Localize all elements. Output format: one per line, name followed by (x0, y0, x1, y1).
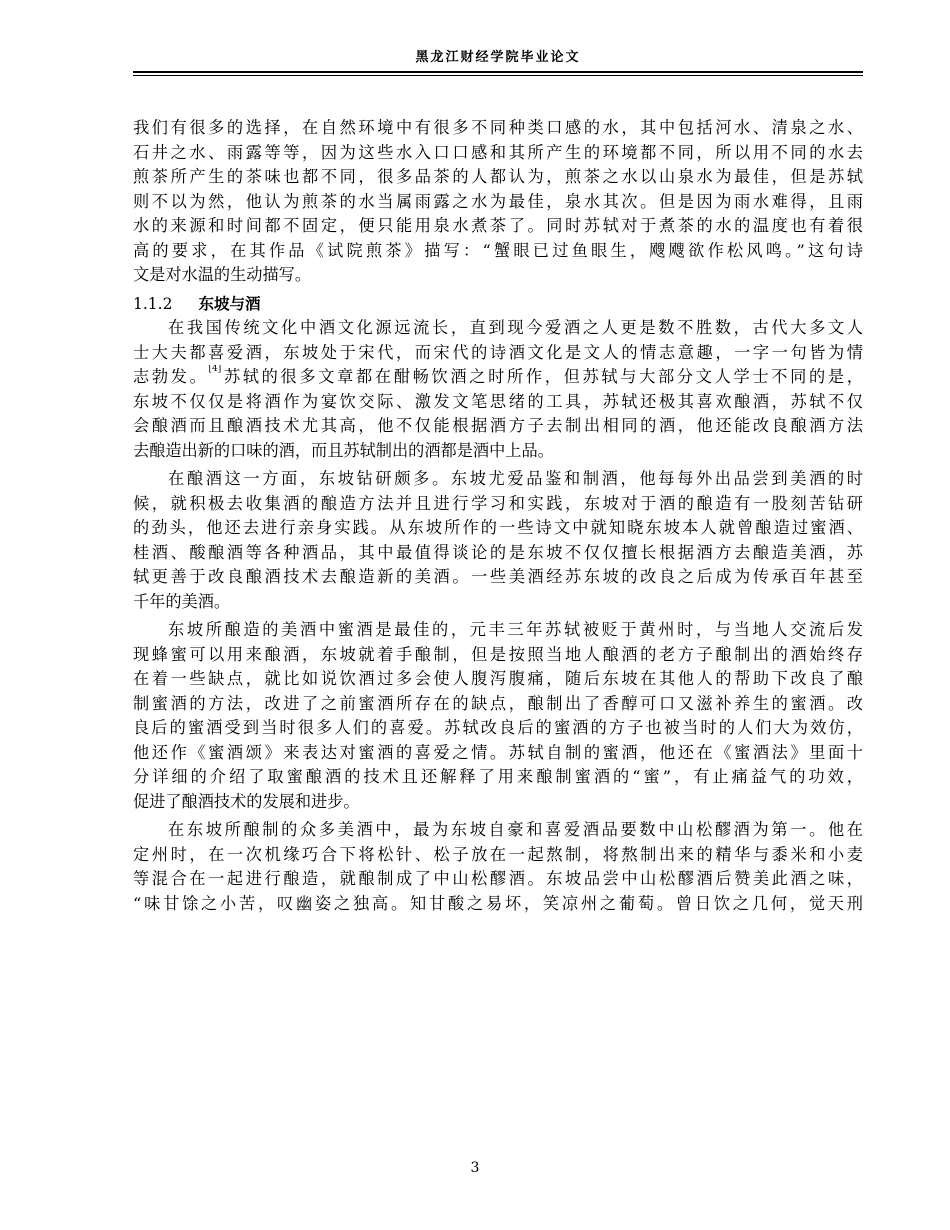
text-line: 桂酒、酸酿酒等各种酒品，其中最值得谈论的是东坡不仅仅擅长根据酒方去酿造美酒，苏 (133, 542, 863, 562)
section-heading (133, 292, 863, 317)
text-line: 煎茶所产生的茶味也都不同，很多品茶的人都认为，煎茶之水以山泉水为最佳，但是苏轼 (133, 167, 863, 186)
header-rule-thick (133, 71, 863, 73)
text-line: 我们有很多的选择，在自然环境中有很多不同种类口感的水，其中包括河水、清泉之水、 (133, 118, 863, 137)
paragraph (133, 316, 863, 463)
text-line: 水的来源和时间都不固定，便只能用泉水煮茶了。同时苏轼对于煮茶的水的温度也有着很 (133, 216, 863, 235)
page-number: 3 (470, 1160, 480, 1176)
text-span: 苏轼的很多文章都在酣畅饮酒之时所作，但苏轼与大部分文人学士不同的是， (221, 367, 863, 386)
text-line: 士大夫都喜爱酒，东坡处于宋代，而宋代的诗酒文化是文人的情志意趣，一字一句皆为情 (133, 342, 863, 362)
header-rule-thin (133, 75, 863, 76)
paragraph (133, 116, 863, 288)
text-line: 会酿酒而且酿酒技术尤其高，他不仅能根据酒方子去制出相同的酒，他还能改良酿酒方法 (133, 416, 863, 435)
text-line: 东坡不仅仅是将酒作为宴饮交际、激发文笔思绪的工具，苏轼还极其喜欢酿酒，苏轼不仅 (133, 391, 863, 411)
text-line: 等混合在一起进行酿造，就酿制成了中山松醪酒。东坡品尝中山松醪酒后赞美此酒之味， (133, 869, 863, 888)
text-line: 在我国传统文化中酒文化源远流长，直到现今爱酒之人更是数不胜数，古代大多文人 (168, 318, 863, 337)
text-line: 的劲头，他还去进行亲身实践。从东坡所作的一些诗文中就知晓东坡本人就曾酿造过蜜酒、 (133, 518, 863, 537)
text-line: 石井之水、雨露等等，因为这些水入口口感和其所产生的环境都不同，所以用不同的水去 (133, 142, 863, 162)
running-header: 黑龙江财经学院毕业论文 (415, 50, 581, 65)
text-line: 良后的蜜酒受到当时很多人们的喜爱。苏轼改良后的蜜酒的方子也被当时的人们大为效仿， (133, 718, 863, 737)
text-line: 轼更善于改良酿酒技术去酿造新的美酒。一些美酒经苏东坡的改良之后成为传承百年甚至 (133, 567, 863, 586)
text-line: 制蜜酒的方法，改进了之前蜜酒所存在的缺点，酿制出了香醇可口又滋补养生的蜜酒。改 (133, 693, 863, 713)
text-span: 志勃发。 (133, 367, 209, 386)
body-text (133, 116, 863, 916)
text-line: 去酿造出新的口味的酒，而且苏轼制出的酒都是酒中上品。 (133, 440, 554, 460)
text-line: 在酿酒这一方面，东坡钻研颇多。东坡尤爱品鉴和制酒，他每每外出品尝到美酒的时 (168, 469, 863, 488)
text-line: 分详细的介绍了取蜜酿酒的技术且还解释了用来酿制蜜酒的“蜜”，有止痛益气的功效， (133, 767, 863, 786)
text-line: 文是对水温的生动描写。 (133, 265, 312, 284)
section-number: 1.1.2 (133, 294, 173, 313)
text-line: 在着一些缺点，就比如说饮酒过多会使人腹泻腹痛，随后东坡在其他人的帮助下改良了酿 (133, 669, 863, 688)
paragraph (133, 818, 863, 916)
text-line: 现蜂蜜可以用来酿酒，东坡就着手酿制，但是按照当地人酿酒的老方子酿制出的酒始终存 (133, 644, 863, 664)
text-line: 在东坡所酿制的众多美酒中，最为东坡自豪和喜爱酒品要数中山松醪酒为第一。他在 (168, 820, 863, 839)
text-line: 千年的美酒。 (133, 591, 231, 611)
text-line: 东坡所酿造的美酒中蜜酒是最佳的，元丰三年苏轼被贬于黄州时，与当地人交流后发 (168, 620, 863, 639)
text-line: 定州时，在一次机缘巧合下将松针、松子放在一起熬制，将熬制出来的精华与黍米和小麦 (133, 844, 863, 864)
paragraph (133, 467, 863, 614)
text-line: 他还作《蜜酒颂》来表达对蜜酒的喜爱之情。苏轼自制的蜜酒，他还在《蜜酒法》里面十 (133, 742, 863, 762)
paragraph (133, 618, 863, 814)
text-line: 促进了酿酒技术的发展和进步。 (133, 791, 360, 811)
section-title: 东坡与酒 (198, 294, 261, 313)
citation-reference: [4] (208, 365, 222, 374)
text-line (133, 365, 863, 390)
text-line: “味甘馀之小苦，叹幽姿之独高。知甘酸之易坏，笑凉州之葡萄。曾日饮之几何，觉天刑 (133, 893, 863, 913)
text-line: 高的要求，在其作品《试院煎茶》描写：“蟹眼已过鱼眼生，飕飕欲作松风鸣。”这句诗 (133, 240, 863, 260)
text-line: 则不以为然，他认为煎茶的水当属雨露之水为最佳，泉水其次。但是因为雨水难得，且雨 (133, 191, 863, 211)
text-line: 候，就积极去收集酒的酿造方法并且进行学习和实践，东坡对于酒的酿造有一股刻苦钻研 (133, 493, 863, 513)
